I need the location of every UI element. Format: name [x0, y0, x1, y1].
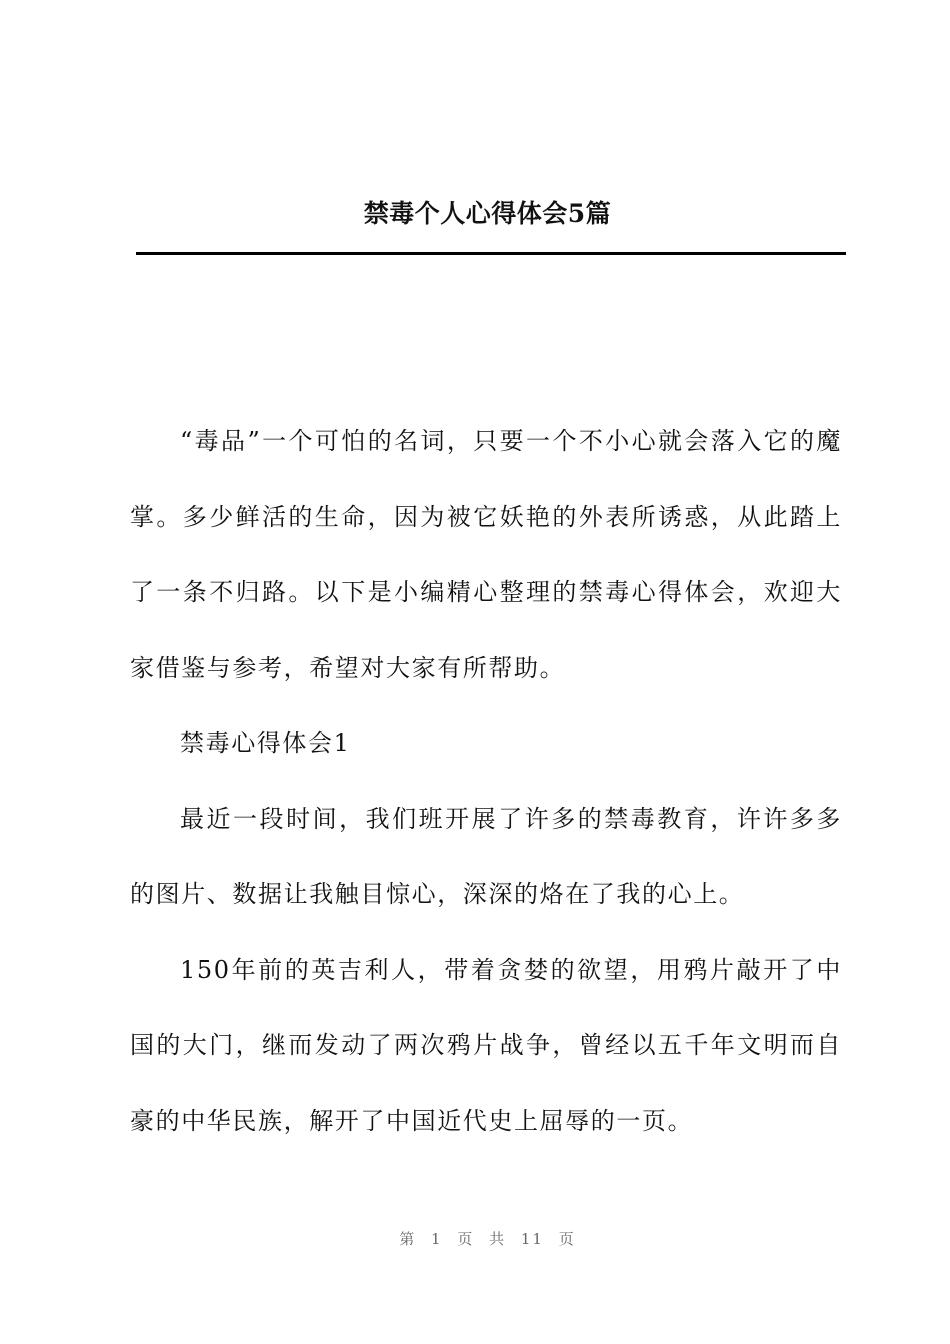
section-heading: 禁毒心得体会1 [180, 729, 351, 757]
page-number-footer: 第 1 页 共 11 页 [399, 1230, 576, 1248]
intro-paragraph: “毒品”一个可怕的名词，只要一个不小心就会落入它的魔掌。多少鲜活的生命，因为被它妖艳的外表所诱惑，从此踏上了一条不归路。以下是小编精心整理的禁毒心得体会，欢迎大家借鉴与参考，希望对大家有所帮助。 [130, 427, 842, 682]
document-body [130, 404, 842, 1159]
body-paragraph: 最近一段时间，我们班开展了许多的禁毒教育，许许多多的图片、数据让我触目惊心，深深的烙在了我的心上。 [130, 804, 842, 908]
title-underline [136, 252, 846, 255]
document-title: 禁毒个人心得体会5篇 [363, 199, 612, 228]
body-paragraph: 150年前的英吉利人，带着贪婪的欲望，用鸦片敲开了中国的大门，继而发动了两次鸦片战争，曾经以五千年文明而自豪的中华民族，解开了中国近代史上屈辱的一页。 [130, 955, 842, 1135]
